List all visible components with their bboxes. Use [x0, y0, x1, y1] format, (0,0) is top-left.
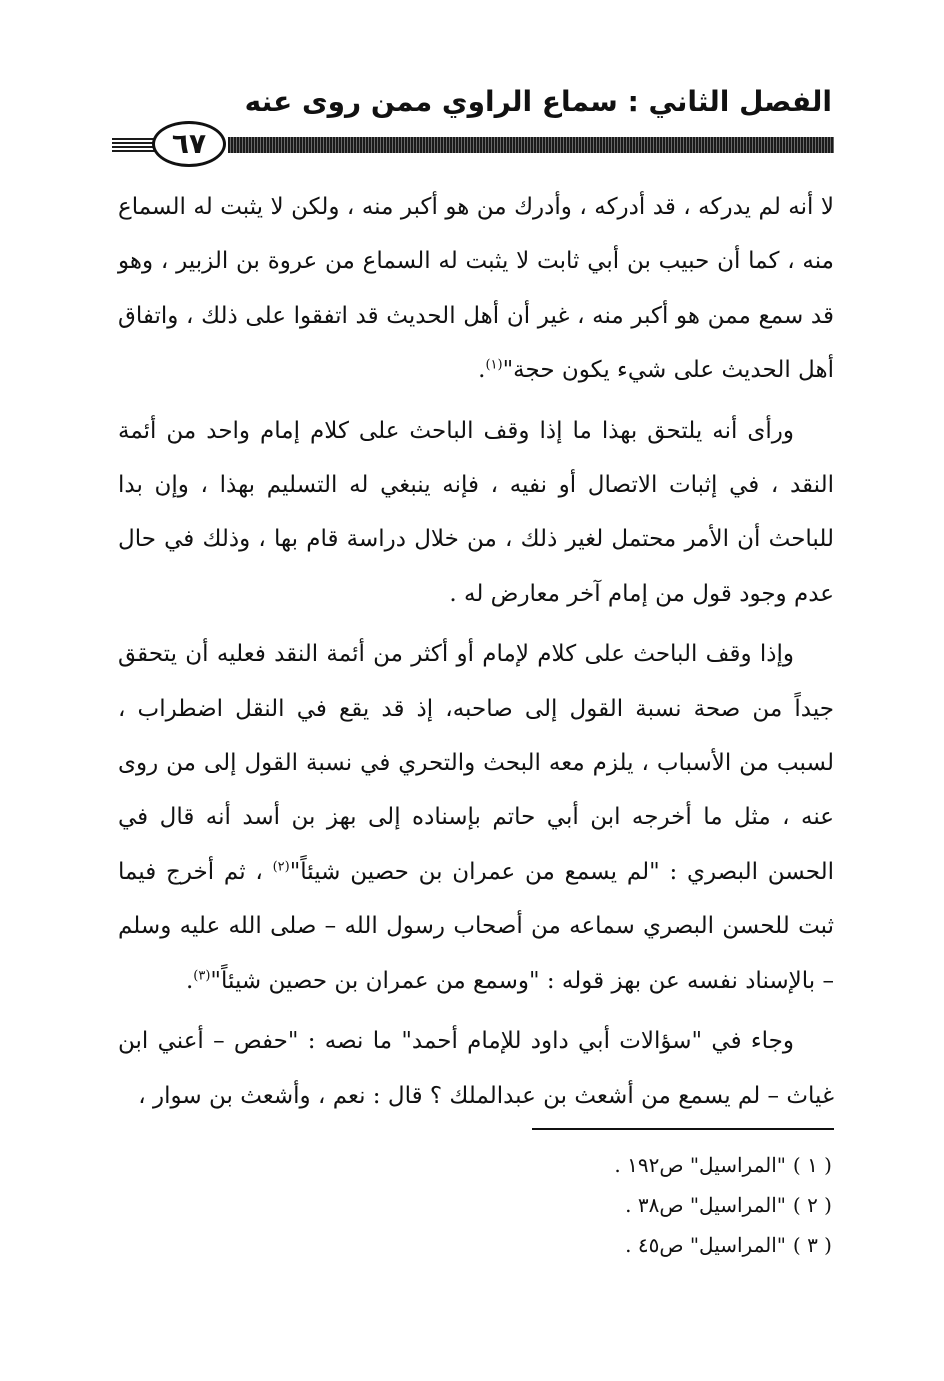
paragraph-2: ورأى أنه يلتحق بهذا ما إذا وقف الباحث على كلام إمام واحد من أئمة النقد ، في إثبات الاتصال أو نفيه ، فإنه ينبغي له التسليم بهذا ، وإن بدا للباحث أن الأمر محتمل لغير ذلك ، من خلال دراسة قام بها ، وذلك في حال عدم وجود قول من إمام آخر معارض له .: [118, 417, 834, 607]
paragraph-3-middle: ، ثم أخرج فيما ثبت للحسن البصري سماعه من أصحاب رسول الله – صلى الله عليه وسلم – بالإسناد نفسه عن بهز قوله : "وسمع من عمران بن حصين شيئاً": [118, 858, 834, 994]
footnote-item: [118, 1225, 832, 1265]
footnote-number: ( ٣ ): [792, 1233, 832, 1257]
paragraph-3-end: .: [185, 967, 194, 994]
footnote-text: "المراسيل" ص٤٥ .: [625, 1233, 786, 1257]
running-header-title: الفصل الثاني : سماع الراوي ممن روى عنه: [244, 85, 832, 118]
footnote-item: [118, 1145, 832, 1185]
footnote-number: ( ٢ ): [792, 1193, 832, 1217]
footnote-item: [118, 1185, 832, 1225]
footnotes: [118, 1145, 832, 1265]
footnote-text: "المراسيل" ص١٩٢ .: [614, 1153, 786, 1177]
paragraph-3-text: وإذا وقف الباحث على كلام لإمام أو أكثر من أئمة النقد فعليه أن يتحقق جيداً من صحة نسبة القول إلى صاحبه، إذ قد يقع في النقل اضطراب ، لسبب من الأسباب ، يلزم معه البحث والتحري في نسبة القول إلى من روى عنه ، مثل ما أخرجه ابن أبي حاتم بإسناده إلى بهز بن أسد أنه قال في الحسن البصري : "لم يسمع من عمران بن حصين شيئاً": [118, 641, 835, 885]
main-text: [118, 180, 834, 1129]
footnote-text: "المراسيل" ص٣٨ .: [625, 1193, 786, 1217]
paragraph-1-end: .: [478, 357, 486, 384]
paragraph-1: [118, 180, 834, 398]
page-number: ٦٧: [152, 121, 226, 167]
footnote-ref-3: (٣): [193, 968, 211, 984]
paragraph-1-text: لا أنه لم يدركه ، قد أدركه ، وأدرك من هو أكبر منه ، ولكن لا يثبت له السماع منه ، كما أن حبيب بن أبي ثابت لا يثبت له السماع من عروة بن الزبير ، وهو قد سمع ممن هو أكبر منه ، غير أن أهل الحديث قد اتفقوا على ذلك ، واتفاق أهل الحديث على شيء يكون حجة": [118, 194, 834, 384]
paragraph-3: [118, 627, 834, 1008]
header-rule-left: [112, 138, 156, 152]
footnote-separator: [532, 1128, 834, 1130]
header-rule: [228, 137, 834, 153]
footnote-ref-1: (١): [485, 357, 503, 373]
footnote-number: ( ١ ): [792, 1153, 832, 1177]
paragraph-4: وجاء في "سؤالات أبي داود للإمام أحمد" ما نصه : "حفص – أعني ابن غياث – لم يسمع من أشعث بن عبدالملك ؟ قال : نعم ، وأشعث بن سوار ،: [118, 1028, 834, 1109]
footnote-ref-2: (٢): [272, 859, 290, 875]
